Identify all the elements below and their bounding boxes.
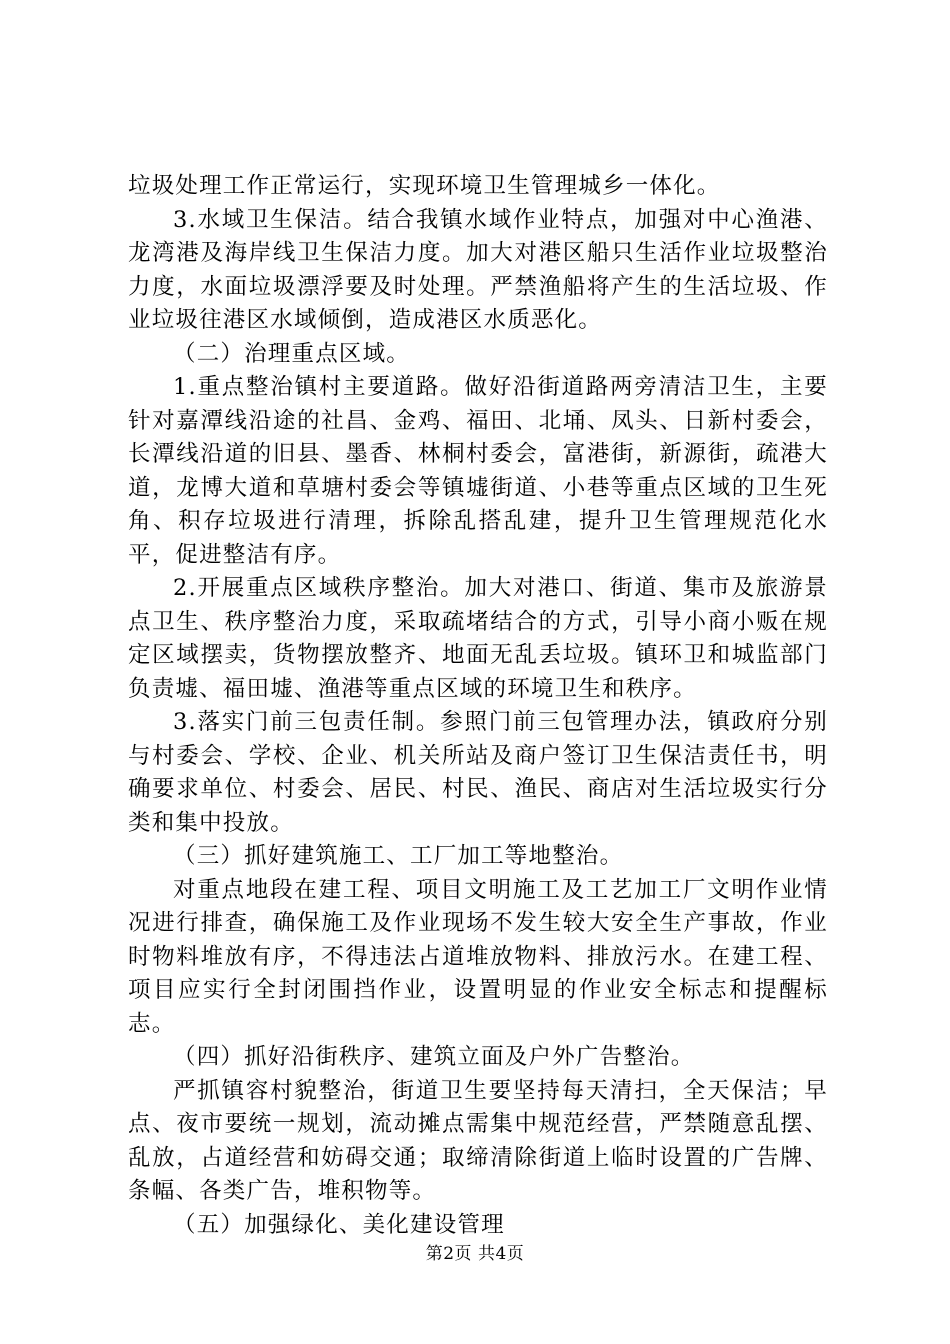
section-heading-5: （五）加强绿化、美化建设管理 <box>173 1211 505 1238</box>
paragraph-6: 对重点地段在建工程、项目文明施工及工艺加工厂文明作业情况进行排查，确保施工及作业现场不发生较大安全生产事故，作业时物料堆放有序，不得违法占道堆放物料、排放污水。在建工程、项目应实行全封闭围挡作业，设置明显的作业安全标志和提醒标志。 <box>128 876 828 1037</box>
paragraph-1: 垃圾处理工作正常运行，实现环境卫生管理城乡一体化。 <box>128 173 721 199</box>
section-heading-2: （二）治理重点区域。 <box>173 340 411 367</box>
paragraph-4: 2.开展重点区域秩序整治。加大对港口、街道、集市及旅游景点卫生、秩序整治力度，采取疏堵结合的方式，引导小商小贩在规定区域摆卖，货物摆放整齐、地面无乱丢垃圾。镇环卫和城监部门负责墟、福田墟、渔港等重点区域的环境卫生和秩序。 <box>128 575 828 702</box>
paragraph-2: 3.水域卫生保洁。结合我镇水域作业特点，加强对中心渔港、龙湾港及海岸线卫生保洁力度。加大对港区船只生活作业垃圾整治力度，水面垃圾漂浮要及时处理。严禁渔船将产生的生活垃圾、作业垃圾往港区水域倾倒，造成港区水质恶化。 <box>128 206 828 333</box>
paragraph-3: 1.重点整治镇村主要道路。做好沿街道路两旁清洁卫生，主要针对嘉潭线沿途的社昌、金鸡、福田、北埇、凤头、日新村委会，长潭线沿道的旧县、墨香、林桐村委会，富港街，新源街，疏港大道，龙博大道和草塘村委会等镇墟街道、小巷等重点区域的卫生死角、积存垃圾进行清理，拆除乱搭乱建，提升卫生管理规范化水平，促进整洁有序。 <box>128 374 828 568</box>
section-heading-3: （三）抓好建筑施工、工厂加工等地整治。 <box>173 843 624 869</box>
document-body <box>128 170 828 1242</box>
section-heading-4: （四）抓好沿街秩序、建筑立面及户外广告整治。 <box>173 1044 695 1070</box>
paragraph-5: 3.落实门前三包责任制。参照门前三包管理办法，镇政府分别与村委会、学校、企业、机关所站及商户签订卫生保洁责任书，明确要求单位、村委会、居民、村民、渔民、商店对生活垃圾实行分类和集中投放。 <box>128 709 828 836</box>
paragraph-7: 严抓镇容村貌整治，街道卫生要坚持每天清扫，全天保洁；早点、夜市要统一规划，流动摊点需集中规范经营，严禁随意乱摆、乱放，占道经营和妨碍交通；取缔清除街道上临时设置的广告牌、条幅、各类广告，堆积物等。 <box>128 1077 828 1204</box>
page-footer: 第2页 共4页 <box>425 1244 525 1264</box>
